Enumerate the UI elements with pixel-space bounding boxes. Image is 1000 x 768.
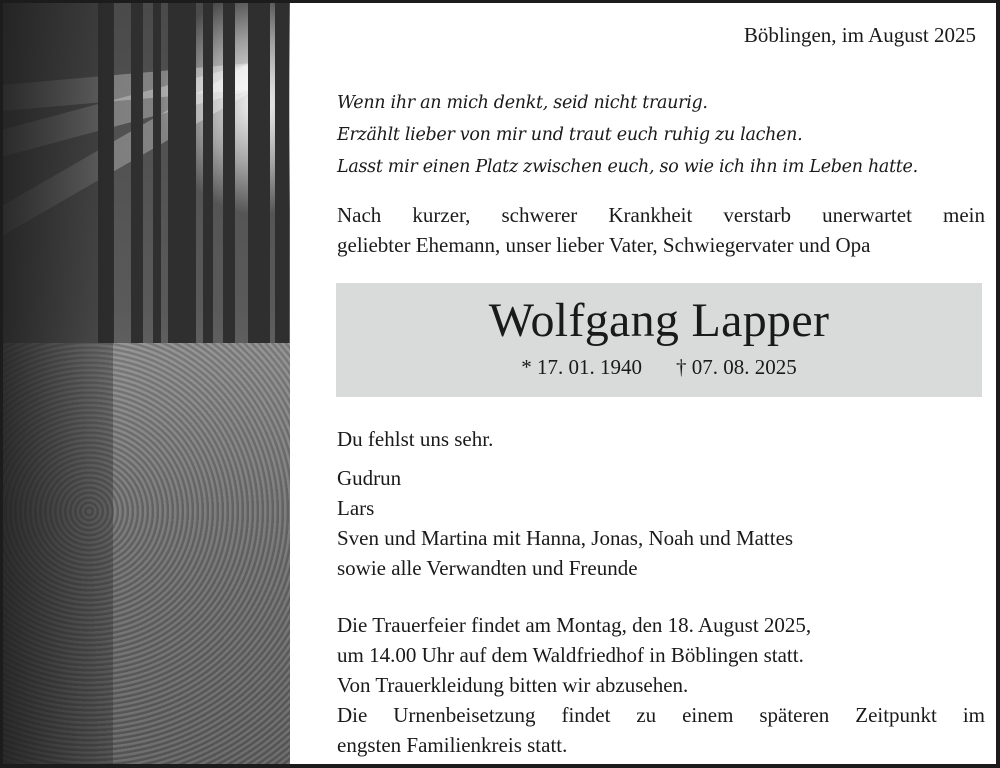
forest-sunbeams-photo: [3, 3, 290, 764]
closing-line: Du fehlst uns sehr.: [337, 427, 494, 451]
obituary-notice: [3, 3, 996, 764]
intro-text: [337, 200, 985, 260]
poem-line: Wenn ihr an mich denkt, seid nicht traurig.: [337, 93, 708, 113]
birth-date: * 17. 01. 1940: [521, 355, 642, 379]
funeral-line: engsten Familienkreis statt.: [337, 733, 568, 757]
death-date: † 07. 08. 2025: [676, 355, 797, 379]
funeral-line: Von Trauerkleidung bitten wir abzusehen.: [337, 673, 689, 697]
mourner: Sven und Martina mit Hanna, Jonas, Noah und Mattes: [337, 526, 794, 550]
mourner: sowie alle Verwandten und Freunde: [337, 556, 638, 580]
tree-trunk: [275, 3, 289, 353]
tree-trunk: [131, 3, 143, 353]
foreground-tree-shadow: [3, 3, 113, 764]
tree-trunk: [203, 3, 213, 353]
name-box: [336, 283, 982, 397]
mourner: Lars: [337, 496, 375, 520]
mourners-list: [337, 463, 793, 583]
poem-line: Lasst mir einen Platz zwischen euch, so wie ich ihn im Leben hatte.: [337, 157, 918, 177]
funeral-line: um 14.00 Uhr auf dem Waldfriedhof in Böblingen statt.: [337, 643, 804, 667]
deceased-name: Wolfgang Lapper: [488, 294, 830, 347]
tree-trunk: [223, 3, 235, 348]
funeral-line: Die Urnenbeisetzung findet zu einem späteren Zeitpunkt im: [337, 703, 985, 727]
notice-text-area: [290, 3, 996, 764]
intro-line: geliebter Ehemann, unser lieber Vater, Schwiegervater und Opa: [337, 233, 871, 257]
place-date: Böblingen, im August 2025: [743, 23, 976, 47]
life-dates: [336, 355, 982, 380]
funeral-line: Die Trauerfeier findet am Montag, den 18. August 2025,: [337, 613, 812, 637]
tree-trunk: [168, 3, 196, 398]
intro-line: Nach kurzer, schwerer Krankheit verstarb unerwartet mein: [337, 203, 985, 227]
poem: [337, 87, 918, 183]
tree-trunk: [153, 3, 161, 348]
tree-trunk: [248, 3, 270, 363]
mourner: Gudrun: [337, 466, 402, 490]
poem-line: Erzählt lieber von mir und traut euch ruhig zu lachen.: [337, 125, 803, 145]
funeral-info: [337, 610, 985, 760]
